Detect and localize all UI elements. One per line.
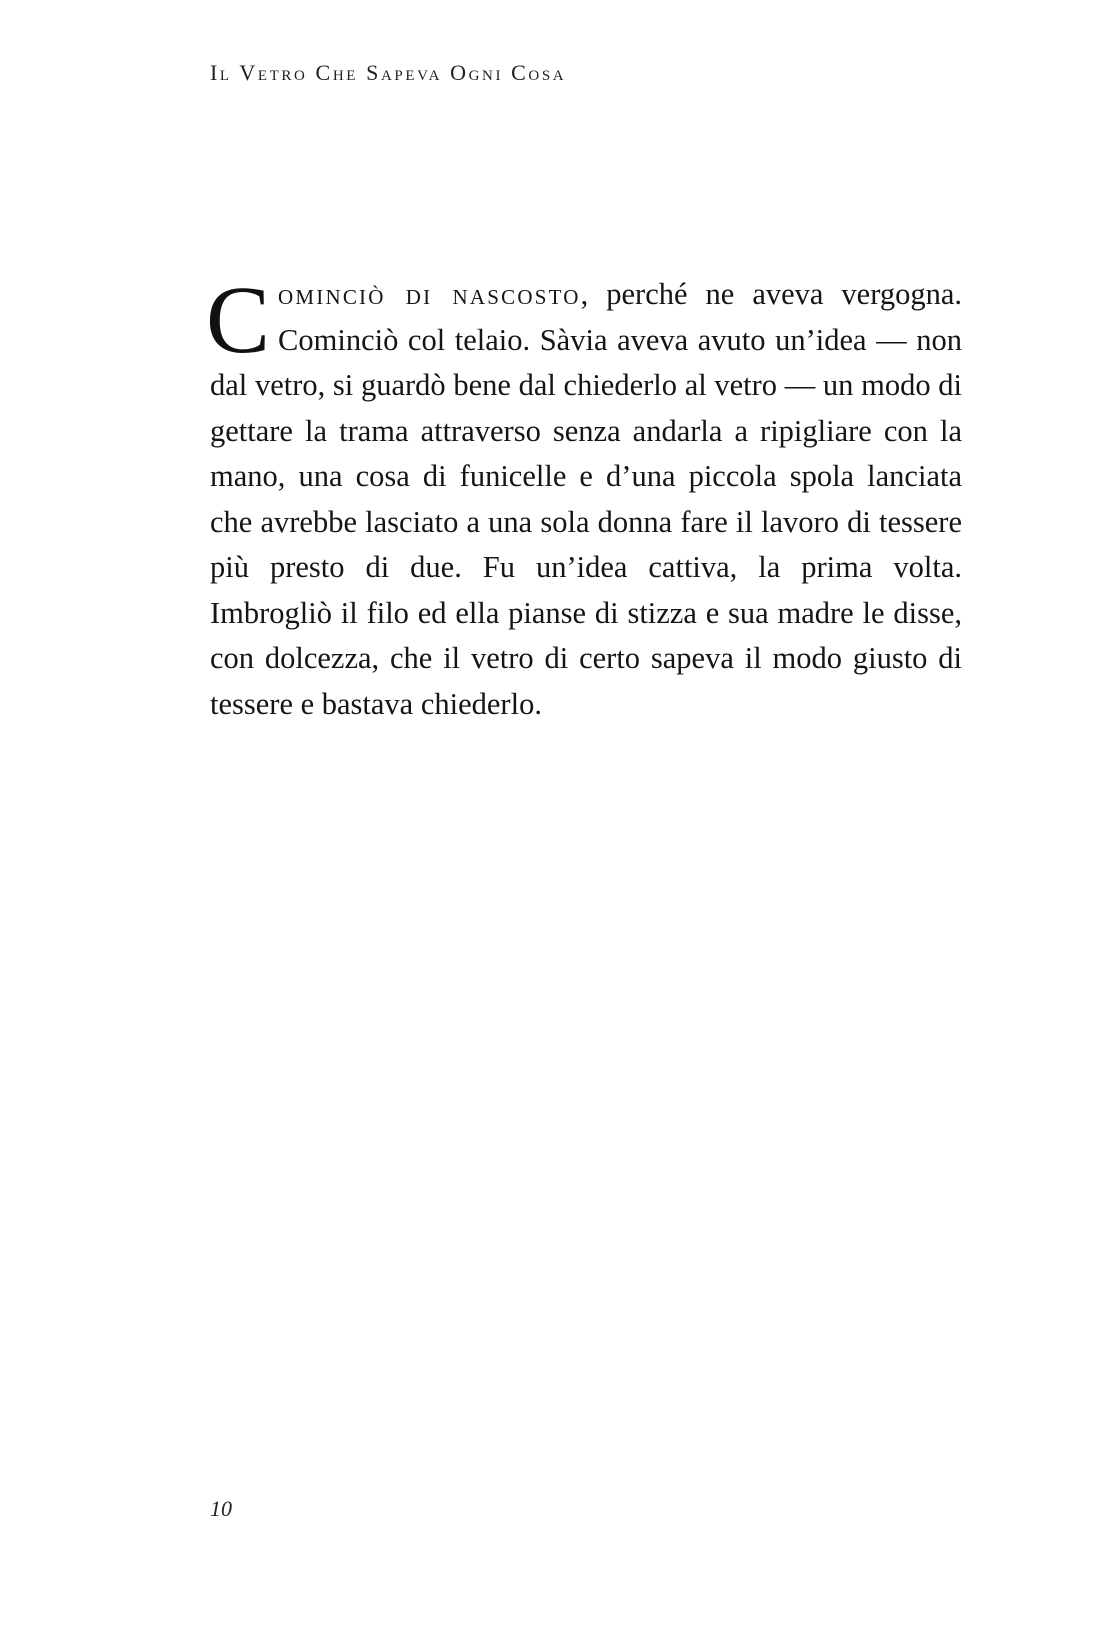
running-head-title: Il Vetro Che Sapeva Ogni Cosa [210,60,567,85]
drop-cap: C [206,266,271,373]
chapter-paragraph [206,266,962,727]
page-number: 10 [210,1496,232,1521]
paragraph-text: , perché ne aveva vergogna. Cominciò col telaio. Sàvia aveva avuto un’idea — non dal vetro, si guardò bene dal chiederlo al vetro — un modo di gettare la trama attraverso senza andarla a ripigliare con la mano, una cosa di funicelle e d’una piccola spola lanciata che avrebbe lasciato a una sola donna fare il lavoro di tessere più presto di due. Fu un’idea cattiva, la prima volta. Imbrogliò il filo ed ella pianse di stizza e sua madre le disse, con dolcezza, che il vetro di certo sapeva il modo giusto di tessere e bastava chiederlo. [210,277,962,721]
small-caps-lead-in: ominciò di nascosto [278,277,581,311]
